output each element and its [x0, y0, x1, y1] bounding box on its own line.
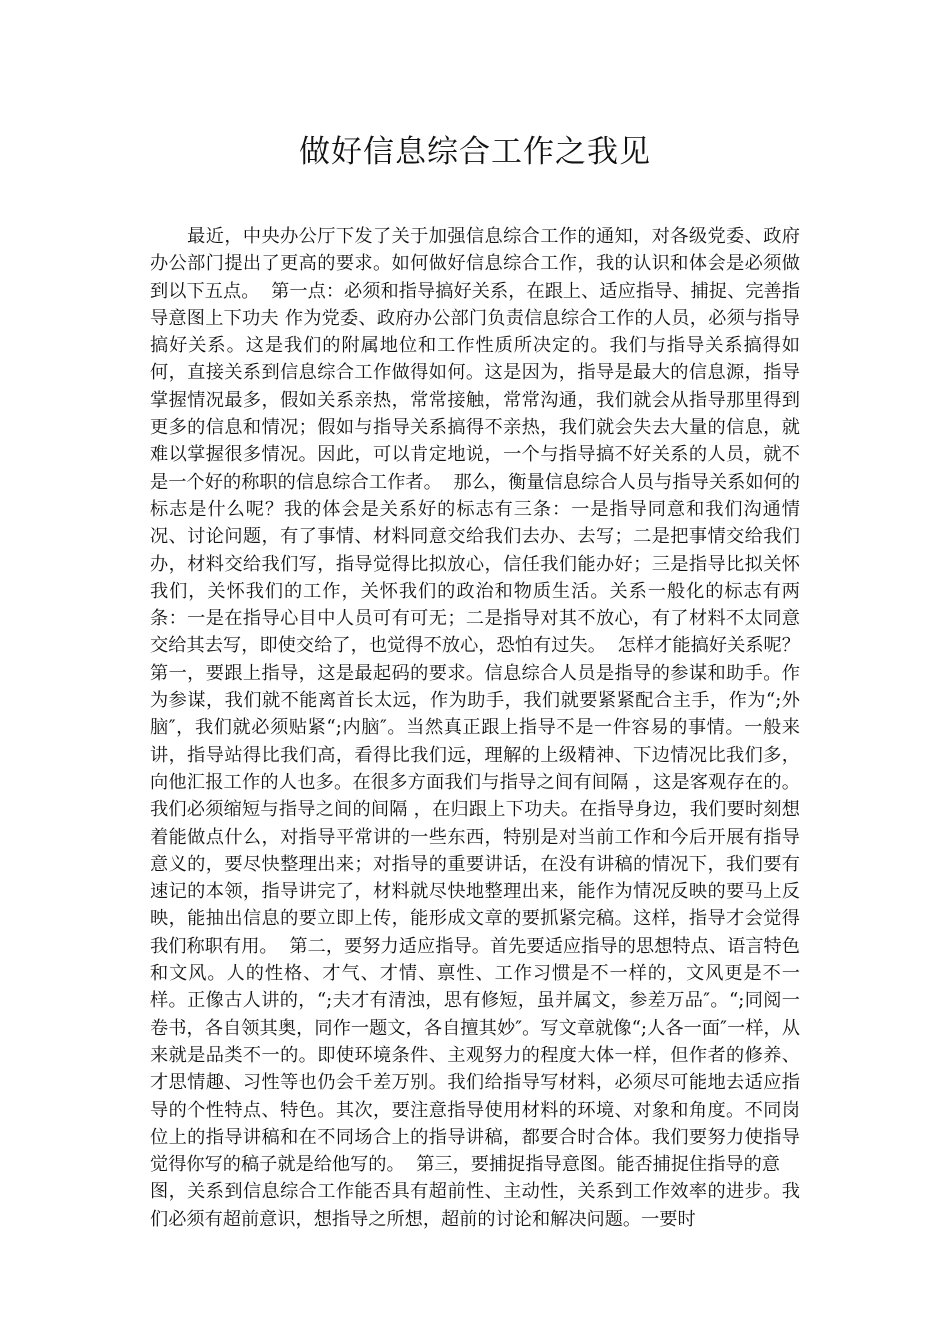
document-title: 做好信息综合工作之我见	[299, 134, 651, 170]
document-body-text: 最近，中央办公厅下发了关于加强信息综合工作的通知，对各级党委、政府办公部门提出了更高的要求。如何做好信息综合工作，我的认识和体会是必须做到以下五点。 第一点：必须和指导搞好关系，在跟上、适应指导、捕捉、完善指导意图上下功夫 作为党委、政府办公部门负责信息综合工作的人员，必须与指导搞好关系。这是我们的附属地位和工作性质所决定的。我们与指导关系搞得如何，直接关系到信息综合工作做得如何。这是因为，指导是最大的信息源，指导掌握情况最多，假如关系亲热，常常接触，常常沟通，我们就会从指导那里得到更多的信息和情况；假如与指导关系搞得不亲热，我们就会失去大量的信息，就难以掌握很多情况。因此，可以肯定地说，一个与指导搞不好关系的人员，就不是一个好的称职的信息综合工作者。 那么，衡量信息综合人员与指导关系如何的标志是什么呢？我的体会是关系好的标志有三条：一是指导同意和我们沟通情况、讨论问题，有了事情、材料同意交给我们去办、去写；二是把事情交给我们办，材料交给我们写，指导觉得比拟放心，信任我们能办好；三是指导比拟关怀我们，关怀我们的工作，关怀我们的政治和物质生活。关系一般化的标志有两条：一是在指导心目中人员可有可无；二是指导对其不放心，有了材料不太同意交给其去写，即使交给了，也觉得不放心，恐怕有过失。 怎样才能搞好关系呢？第一，要跟上指导，这是最起码的要求。信息综合人员是指导的参谋和助手。作为参谋，我们就不能离首长太远，作为助手，我们就要紧紧配合主手，作为“;外脑″，我们就必须贴紧“;内脑″。当然真正跟上指导不是一件容易的事情。一般来讲，指导站得比我们高，看得比我们远，理解的上级精神、下边情况比我们多，向他汇报工作的人也多。在很多方面我们与指导之间有间隔 ，这是客观存在的。我们必须缩短与指导之间的间隔 ，在归跟上下功夫。在指导身边，我们要时刻想着能做点什么，对指导平常讲的一些东西，特别是对当前工作和今后开展有指导意义的，要尽快整理出来；对指导的重要讲话，在没有讲稿的情况下，我们要有速记的本领，指导讲完了，材料就尽快地整理出来，能作为情况反映的要马上反映，能抽出信息的要立即上传，能形成文章的要抓紧完稿。这样，指导才会觉得我们称职有用。 第二，要努力适应指导。首先要适应指导的思想特点、语言特色和文风。人的性格、才气、才情、禀性、工作习惯是不一样的，文风更是不一样。正像古人讲的，“;夫才有清浊，思有修短，虽并属文，参差万品″。“;同阅一卷书，各自领其奥，同作一题文，各自擅其妙″。写文章就像“;人各一面″一样，从来就是品类不一的。即使环境条件、主观努力的程度大体一样，但作者的修养、才思情趣、习性等也仍会千差万别。我们给指导写材料，必须尽可能地去适应指导的个性特点、特色。其次，要注意指导使用材料的环境、对象和角度。不同岗位上的指导讲稿和在不同场合上的指导讲稿，都要合时合体。我们要努力使指导觉得你写的稿子就是给他写的。 第三，要捕捉指导意图。能否捕捉住指导的意 图，关系到信息综合工作能否具有超前性、主动性，关系到工作效率的进步。我们必须有超前意识，想指导之所想，超前的讨论和解决问题。一要时	[150, 226, 800, 1230]
